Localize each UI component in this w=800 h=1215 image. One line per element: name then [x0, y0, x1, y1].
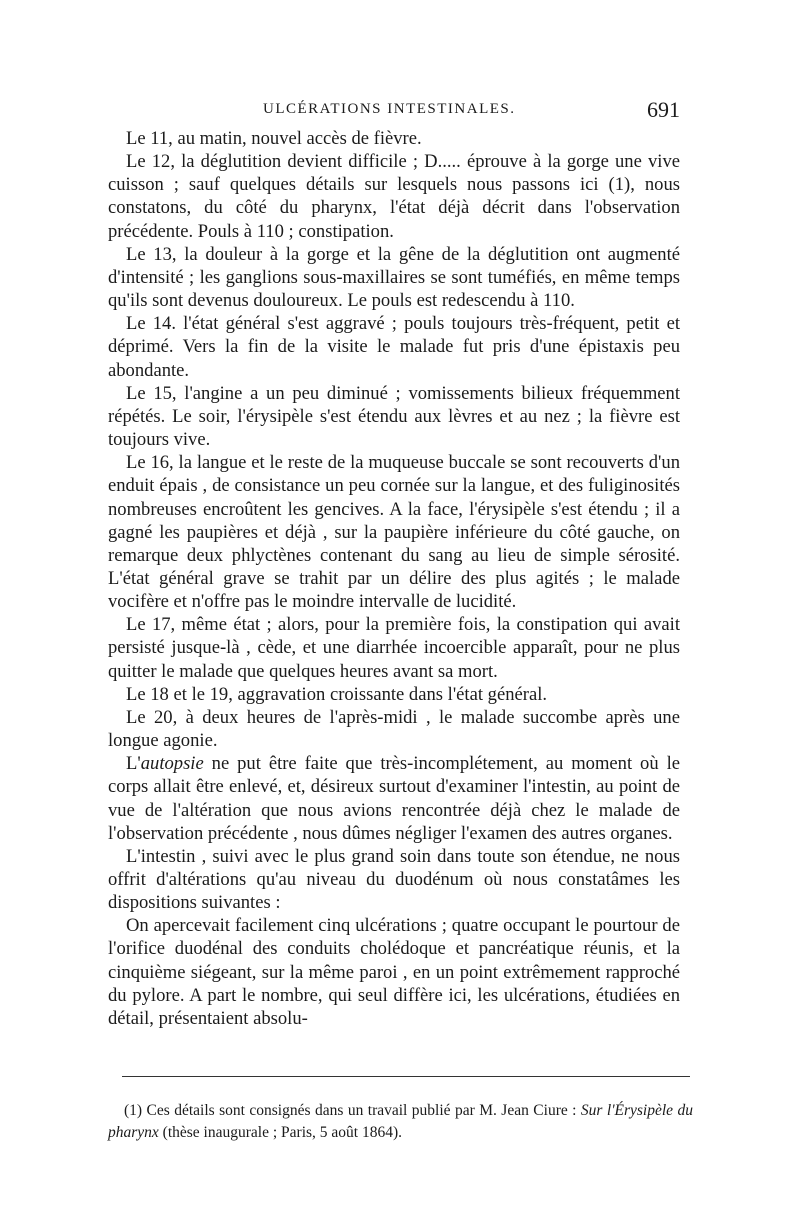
- paragraph: Le 18 et le 19, aggravation croissante dans l'état général.: [126, 683, 548, 705]
- body-text: [108, 127, 680, 1030]
- page-number: 691: [647, 97, 680, 122]
- text-span: L': [126, 753, 141, 775]
- footnote-text: [108, 1100, 693, 1144]
- footnote: [108, 1100, 693, 1144]
- paragraph: Le 17, même état ; alors, pour la première fois, la constipation qui avait persisté jusque-là , cède, et une diarrhée incoercible apparaît, pour ne plus quitter le malade que quelques heures avant sa mort.: [108, 614, 680, 682]
- paragraph: Le 15, l'angine a un peu diminué ; vomissements bilieux fréquemment répétés. Le soir, l'érysipèle s'est étendu aux lèvres et au nez ; la fièvre est toujours vive.: [108, 382, 680, 451]
- paragraph: [108, 752, 680, 845]
- page-header: [108, 97, 680, 127]
- paragraph: Le 13, la douleur à la gorge et la gêne de la déglutition ont augmenté d'intensité ; les ganglions sous-maxillaires se sont tuméfiés, en même temps qu'ils sont devenus douloureux. Le pouls est redescendu à 110.: [108, 243, 680, 312]
- footnote-tail: (thèse inaugurale ; Paris, 5 août 1864).: [158, 1124, 402, 1141]
- paragraph: Le 12, la déglutition devient difficile ; D..... éprouve à la gorge une vive cuisson ; sauf quelques détails sur lesquels nous passons ici (1), nous constatons, du côté du pharynx, l'état déjà décrit dans l'observation précédente. Pouls à 110 ; constipation.: [108, 151, 680, 242]
- running-title: ULCÉRATIONS INTESTINALES.: [263, 101, 516, 117]
- paragraph: Le 11, au matin, nouvel accès de fièvre.: [126, 128, 422, 149]
- text-span: ne put être faite que très-incomplétement, au moment où le corps allait être enlevé, et, désireux surtout d'examiner l'intestin, au point de vue de l'altération que nous avions rencontrée déjà chez le malade de l'observation précédente , nous dûmes négliger l'examen des autres organes.: [108, 753, 680, 844]
- paragraph: Le 16, la langue et le reste de la muqueuse buccale se sont recouverts d'un enduit épais , de consistance un peu cornée sur la langue, et des fuliginosités nombreuses encroûtent les gencives. A la face, l'érysipèle s'est étendu ; il a gagné les paupières et déjà , sur la paupière inférieure du côté gauche, on remarque deux phlyctènes contenant du sang au lieu de simple sérosité. L'état général grave se trahit par un délire des plus agités ; le malade vocifère et n'offre pas le moindre intervalle de lucidité.: [108, 452, 680, 613]
- paragraph: Le 14. l'état général s'est aggravé ; pouls toujours très-fréquent, petit et déprimé. Vers la fin de la visite le malade fut pris d'une épistaxis peu abondante.: [108, 313, 680, 381]
- paragraph: On apercevait facilement cinq ulcérations ; quatre occupant le pourtour de l'orifice duodénal des conduits cholédoque et pancréatique réunis, et la cinquième siégeant, sur la même paroi , en un point extrêmement rapproché du pylore. A part le nombre, qui seul diffère ici, les ulcérations, étudiées en détail, présentaient absolu-: [108, 915, 680, 1029]
- footnote-rule: [122, 1076, 690, 1077]
- italic-term: autopsie: [140, 753, 204, 775]
- paragraph: L'intestin , suivi avec le plus grand soin dans toute son étendue, ne nous offrit d'altérations qu'au niveau du duodénum où nous constatâmes les dispositions suivantes :: [108, 845, 680, 914]
- footnote-title: Sur l'Érysipèle du pharynx: [108, 1102, 693, 1141]
- footnote-lead: (1) Ces détails sont consignés dans un travail publié par M. Jean Ciure :: [124, 1102, 581, 1119]
- paragraph: Le 20, à deux heures de l'après-midi , le malade succombe après une longue agonie.: [108, 706, 680, 752]
